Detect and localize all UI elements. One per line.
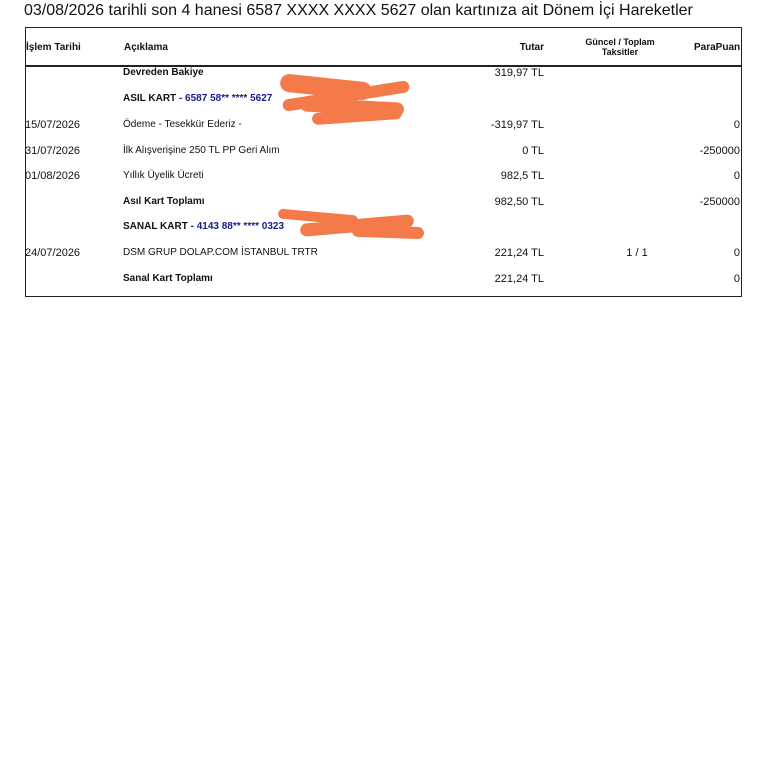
row-amount: 319,97 TL <box>494 67 544 79</box>
column-header-amount: Tutar <box>519 42 544 53</box>
row-description: Sanal Kart Toplamı <box>123 273 213 284</box>
row-points: 0 <box>733 170 740 182</box>
row-points: 0 <box>733 273 740 285</box>
row-amount: 221,24 TL <box>494 247 544 259</box>
card-label: SANAL KART <box>123 221 188 232</box>
table-row <box>25 246 742 264</box>
table-row <box>25 272 742 290</box>
page-title: 03/08/2026 tarihli son 4 hanesi 6587 XXXX XXXX 5627 olan kartınıza ait Dönem İçi Hareketler <box>24 2 693 19</box>
row-date: 31/07/2026 <box>25 145 81 157</box>
row-description: Devreden Bakiye <box>123 67 204 78</box>
row-amount: 982,50 TL <box>494 196 544 208</box>
row-amount: -319,97 TL <box>490 119 544 131</box>
row-amount: 982,5 TL <box>500 170 544 182</box>
row-amount: 221,24 TL <box>494 273 544 285</box>
row-date: 01/08/2026 <box>25 170 81 182</box>
card-section-title <box>123 92 272 106</box>
column-header-points: ParaPuan <box>694 42 741 53</box>
column-header-date: İşlem Tarihi <box>26 42 81 53</box>
row-amount: 0 TL <box>522 145 544 157</box>
card-number: 6587 58** **** 5627 <box>185 93 273 104</box>
row-date: 24/07/2026 <box>25 247 81 259</box>
table-row <box>25 169 742 187</box>
row-description: Ödeme - Tesekkür Ederiz - <box>123 119 242 130</box>
card-number: 4143 88** **** 0323 <box>196 221 285 232</box>
row-date: 15/07/2026 <box>25 119 81 131</box>
card-separator: - <box>176 93 186 104</box>
row-description: İlk Alışverişine 250 TL PP Geri Alım <box>123 145 280 156</box>
card-section-title <box>123 220 284 234</box>
row-description: DSM GRUP DOLAP.COM İSTANBUL TRTR <box>123 247 318 258</box>
row-points: -250000 <box>699 145 740 157</box>
row-description: Asıl Kart Toplamı <box>123 196 205 207</box>
table-row <box>25 118 742 136</box>
row-installments: 1 / 1 <box>626 247 648 259</box>
card-separator: - <box>187 221 197 232</box>
table-row <box>25 144 742 162</box>
row-points: 0 <box>733 119 740 131</box>
row-description: Yıllık Üyelik Ücreti <box>123 170 204 181</box>
card-label: ASIL KART <box>123 93 177 104</box>
table-row <box>25 195 742 213</box>
table-row <box>25 66 742 84</box>
row-points: -250000 <box>699 196 740 208</box>
column-header-installments: Güncel / Toplam Taksitler <box>585 37 655 57</box>
column-header-description: Açıklama <box>124 42 168 53</box>
row-points: 0 <box>733 247 740 259</box>
